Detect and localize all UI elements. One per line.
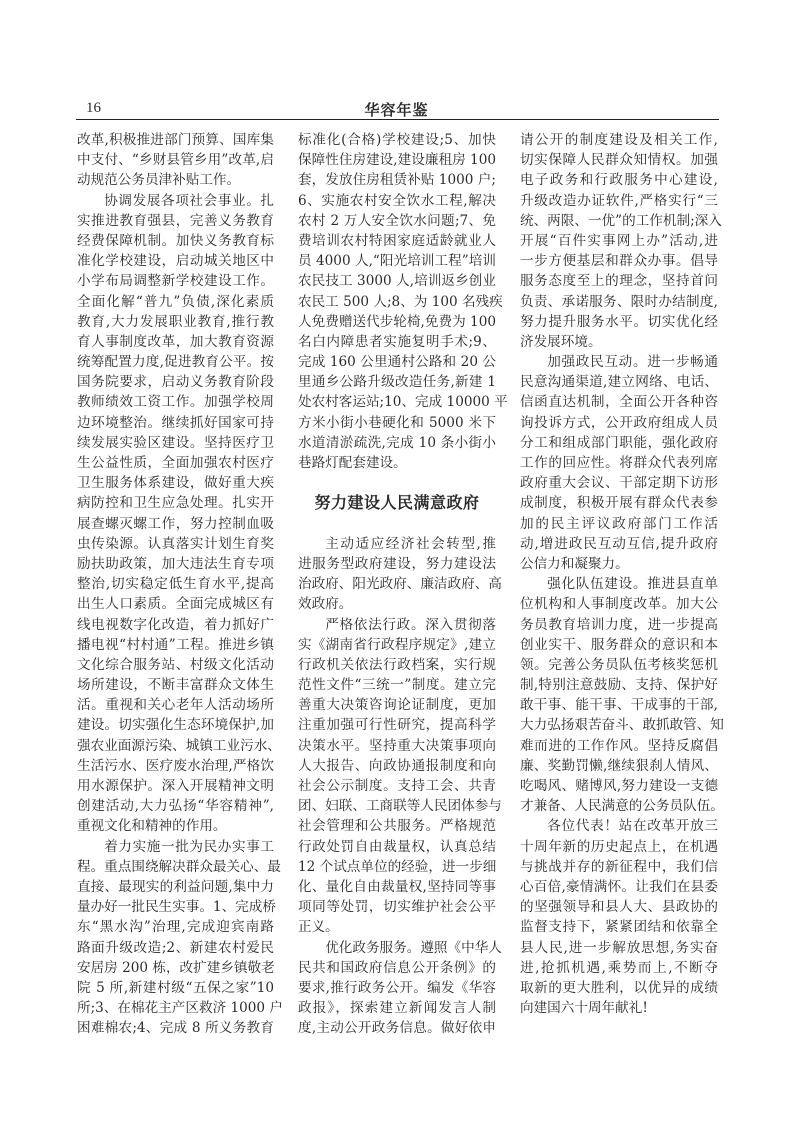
text-line: 行政机关依法行政档案，实行规 bbox=[298, 656, 496, 673]
paragraph bbox=[520, 574, 724, 816]
text-line: 升级改造办证软件,严格实行“三 bbox=[520, 192, 718, 209]
text-line: 范性文件“三统一”制度。建立完 bbox=[298, 677, 496, 694]
text-line: 巷路灯配套建设。 bbox=[298, 455, 407, 471]
text-line: 切实保障人民群众知情权。加强 bbox=[520, 152, 718, 169]
text-line: 统筹配置力度,促进教育公平。按 bbox=[77, 354, 274, 371]
text-line: 优化政务服务。遵照《中华人 bbox=[325, 939, 502, 956]
text-line: 领。完善公务员队伍考核奖惩机 bbox=[520, 656, 718, 673]
text-line: 教师绩效工资工作。加强学校周 bbox=[77, 394, 274, 411]
text-line: 决策水平。坚持重大决策事项向 bbox=[298, 737, 496, 754]
text-line: 强农业面源污染、城镇工业污水、 bbox=[77, 737, 281, 754]
text-line: 所;3、在棉花主产区救济 1000 户 bbox=[77, 1000, 283, 1017]
text-line: 处农村客运站;10、完成 10000 平 bbox=[298, 394, 508, 411]
text-line: 向建国六十周年献礼! bbox=[520, 1000, 648, 1017]
text-line: 加强政民互动。进一步畅通 bbox=[547, 354, 718, 371]
text-line: 敢干事、能干事、干成事的干部, bbox=[520, 697, 718, 714]
text-line: 12 个试点单位的经验，进一步细 bbox=[298, 858, 497, 875]
text-line: 请公开的制度建设及相关工作, bbox=[520, 132, 718, 148]
page-number: 16 bbox=[86, 100, 101, 116]
text-line: 要求,推行政务公开。编发《华容 bbox=[298, 979, 496, 996]
text-line: 努力提升服务水平。切实优化经 bbox=[520, 313, 718, 330]
text-line: 整治,切实稳定低生育水平,提高 bbox=[77, 576, 274, 593]
text-line: 开展“百件实事网上办”活动,进 bbox=[520, 232, 718, 249]
text-line: 着力实施一批为民办实事工 bbox=[104, 838, 274, 855]
text-line: 政报》，探索建立新闻发言人制 bbox=[298, 1000, 496, 1017]
text-line: 改革,积极推进部门预算、国库集 bbox=[77, 132, 274, 148]
text-line: 实《湖南省行政程序规定》,建立 bbox=[298, 636, 496, 653]
text-line: 展查螺灭螺工作，努力控制血吸 bbox=[77, 515, 274, 532]
text-line: 路面升级改造;2、新建农村爱民 bbox=[77, 939, 274, 956]
text-line: 主动适应经济社会转型,推 bbox=[325, 535, 496, 552]
text-line: 生活污水、医疗废水治理,严格饮 bbox=[77, 757, 274, 774]
text-line: 中支付、“乡财县管乡用”改革,启 bbox=[77, 152, 274, 169]
text-line: 费培训农村特困家庭适龄就业人 bbox=[298, 232, 496, 249]
text-line: 方米小街小巷硬化和 5000 米下 bbox=[298, 414, 496, 431]
text-line: 续发展实验区建设。坚持医疗卫 bbox=[77, 434, 274, 451]
paragraph bbox=[520, 816, 718, 1018]
text-line: 成制度，积极开展有群众代表参 bbox=[520, 495, 718, 512]
paragraph bbox=[520, 352, 718, 574]
text-line: 动,增进政民互动互信,提升政府 bbox=[520, 535, 718, 552]
text-line: 重视文化和精神的作用。 bbox=[77, 818, 227, 835]
text-line: 民共和国政府信息公开条例》的 bbox=[298, 959, 496, 976]
text-line: 治政府、阳光政府、廉洁政府、高 bbox=[298, 576, 502, 593]
text-line: 心百倍,豪情满怀。让我们在县委 bbox=[520, 878, 718, 895]
text-line: 人免费赠送代步轮椅,免费为 100 bbox=[298, 313, 496, 330]
text-line: 里通乡公路升级改造任务,新建 1 bbox=[298, 374, 496, 391]
text-line: 信函直达机制，全面公开各种咨 bbox=[520, 394, 718, 411]
text-line: 套，发放住房租赁补贴 1000 户; bbox=[298, 172, 496, 189]
text-line: 效政府。 bbox=[298, 596, 353, 613]
text-line: 经费保障机制。加快义务教育标 bbox=[77, 232, 274, 249]
text-line: 一步方便基层和群众办事。倡导 bbox=[520, 253, 718, 270]
text-line: 负责、承诺服务、限时办结制度, bbox=[520, 293, 718, 310]
text-line: 询投诉方式，公开政府组成人员 bbox=[520, 414, 718, 431]
text-column-2 bbox=[298, 130, 508, 1038]
text-line: 完成 160 公里通村公路和 20 公 bbox=[298, 354, 496, 371]
text-line: 院 5 所,新建村级“五保之家”10 bbox=[77, 979, 274, 996]
text-line: 卫生服务体系建设，做好重大疾 bbox=[77, 475, 274, 492]
text-line: 标准化(合格)学校建设;5、加快 bbox=[298, 132, 496, 148]
text-line: 农民技工 3000 人,培训返乡创业 bbox=[298, 273, 496, 290]
text-line: 困难棉农;4、完成 8 所义务教育 bbox=[77, 1020, 274, 1037]
text-line: 进,抢抓机遇,乘势而上,不断夺 bbox=[520, 959, 718, 976]
paragraph bbox=[298, 615, 502, 938]
text-line: 电子政务和行政服务中心建设, bbox=[520, 172, 718, 189]
text-line: 难而进的工作作风。坚持反腐倡 bbox=[520, 737, 718, 754]
text-line: 文化综合服务站、村级文化活动 bbox=[77, 656, 274, 673]
running-title: 华容年鉴 bbox=[364, 101, 429, 119]
text-line: 保障性住房建设,建设廉租房 100 bbox=[298, 152, 496, 169]
paragraph bbox=[520, 130, 722, 352]
text-line: 各位代表！站在改革开放三 bbox=[547, 818, 718, 835]
text-line: 度,主动公开政务信息。做好依申 bbox=[298, 1020, 496, 1037]
text-line: 与挑战并存的新征程中，我们信 bbox=[520, 858, 718, 875]
text-line: 病防控和卫生应急处理。扎实开 bbox=[77, 495, 274, 512]
text-column-3 bbox=[520, 130, 724, 1018]
text-line: 用水源保护。深入开展精神文明 bbox=[77, 778, 274, 794]
text-line: 才兼备、人民满意的公务员队伍。 bbox=[520, 798, 724, 815]
section-heading: 努力建设人民满意政府 bbox=[314, 493, 480, 513]
text-line: 农民工 500 人;8、为 100 名残疾 bbox=[298, 293, 503, 310]
text-line: 国务院要求，启动义务教育阶段 bbox=[77, 374, 274, 391]
text-line: 社会管理和公共服务。严格规范 bbox=[298, 818, 496, 835]
text-line: 水道清淤疏洗,完成 10 条小街小 bbox=[298, 434, 496, 451]
text-line: 民意沟通渠道,建立网络、电话、 bbox=[520, 374, 718, 391]
text-line: 实推进教育强县，完善义务教育 bbox=[77, 212, 274, 229]
text-line: 农村 2 万人安全饮水问题;7、免 bbox=[298, 212, 496, 229]
text-line: 取新的更大胜利，以优异的成绩 bbox=[520, 979, 718, 996]
text-line: 程。重点围绕解决群众最关心、最 bbox=[77, 858, 281, 875]
text-line: 直接、最现实的利益问题,集中力 bbox=[77, 878, 274, 895]
text-line: 十周年新的历史起点上，在机遇 bbox=[520, 838, 718, 855]
text-line: 县人民,进一步解放思想,务实奋 bbox=[520, 939, 718, 956]
text-line: 协调发展各项社会事业。扎 bbox=[104, 192, 274, 209]
text-line: 务员教育培训力度，进一步提高 bbox=[520, 616, 718, 633]
text-line: 吃喝风、赌博风,努力建设一支德 bbox=[520, 778, 718, 794]
text-line: 育人事制度改革，加大教育资源 bbox=[77, 333, 274, 350]
text-line: 团、妇联、工商联等人民团体参与 bbox=[298, 798, 502, 815]
text-line: 活。重视和关心老年人活动场所 bbox=[77, 697, 274, 714]
text-line: 统、两限、一优”的工作机制;深入 bbox=[520, 212, 722, 229]
text-line: 准化学校建设，启动城关地区中 bbox=[77, 253, 274, 270]
text-line: 强化队伍建设。推进县直单 bbox=[547, 576, 718, 593]
text-line: 动规范公务员津补贴工作。 bbox=[77, 172, 241, 189]
text-line: 济发展环境。 bbox=[520, 333, 602, 350]
text-line: 加的民主评议政府部门工作活 bbox=[520, 515, 718, 532]
paragraph bbox=[298, 130, 508, 473]
header-rule bbox=[76, 119, 719, 120]
text-line: 位机构和人事制度改革。加大公 bbox=[520, 596, 718, 613]
text-line: 政府重大会议、干部定期下访形 bbox=[520, 475, 718, 492]
text-line: 全面化解“普九”负债,深化素质 bbox=[77, 293, 274, 310]
text-line: 服务态度至上的理念，坚持首问 bbox=[520, 273, 718, 290]
text-line: 项同等处罚，切实维护社会公平 bbox=[298, 899, 496, 916]
text-line: 教育,大力发展职业教育,推行教 bbox=[77, 313, 274, 330]
text-line: 励扶助政策，加大违法生育专项 bbox=[77, 555, 274, 572]
paragraph bbox=[298, 938, 502, 1039]
paragraph bbox=[77, 130, 274, 191]
text-line: 员 4000 人,“阳光培训工程”培训 bbox=[298, 253, 496, 270]
text-line: 线电视数字化改造，着力抓好广 bbox=[77, 616, 274, 633]
text-line: 分工和组成部门职能，强化政府 bbox=[520, 434, 718, 451]
text-line: 东“黑水沟”治理,完成迎宾南路 bbox=[77, 919, 274, 936]
text-line: 生公益性质，全面加强农村医疗 bbox=[77, 455, 274, 471]
text-line: 行政处罚自由裁量权，认真总结 bbox=[298, 838, 496, 855]
text-line: 小学布局调整新学校建设工作。 bbox=[77, 273, 274, 290]
text-line: 严格依法行政。深入贯彻落 bbox=[325, 616, 496, 633]
text-line: 安居房 200 栋，改扩建乡镇敬老 bbox=[77, 959, 275, 976]
text-line: 大力弘扬艰苦奋斗、敢抓敢管、知 bbox=[520, 717, 724, 734]
text-line: 场所建设，不断丰富群众文体生 bbox=[77, 677, 274, 694]
text-line: 人大报告、向政协通报制度和向 bbox=[298, 757, 496, 774]
text-line: 虫传染源。认真落实计划生育奖 bbox=[77, 535, 274, 552]
text-line: 公信力和凝聚力。 bbox=[520, 555, 629, 572]
text-line: 工作的回应性。将群众代表列席 bbox=[520, 455, 718, 471]
paragraph bbox=[77, 191, 281, 837]
paragraph bbox=[298, 534, 502, 615]
text-line: 廉、奖勤罚懒,继续狠刹人情风、 bbox=[520, 757, 718, 774]
text-line: 监督支持下，紧紧团结和依靠全 bbox=[520, 919, 718, 936]
text-line: 出生人口素质。全面完成城区有 bbox=[77, 596, 274, 613]
text-line: 名白内障患者实施复明手术;9、 bbox=[298, 333, 496, 350]
text-line: 化、量化自由裁量权,坚持同等事 bbox=[298, 878, 496, 895]
text-line: 边环境整治。继续抓好国家可持 bbox=[77, 414, 274, 431]
text-line: 注重加强可行性研究，提高科学 bbox=[298, 717, 496, 734]
text-line: 播电视“村村通”工程。推进乡镇 bbox=[77, 636, 274, 653]
text-line: 社会公示制度。支持工会、共青 bbox=[298, 778, 496, 795]
text-line: 建设。切实强化生态环境保护,加 bbox=[77, 717, 274, 734]
text-line: 进服务型政府建设，努力建设法 bbox=[298, 555, 496, 572]
text-line: 量办好一批民生实事。1、完成桥 bbox=[77, 899, 276, 916]
text-line: 6、实施农村安全饮水工程,解决 bbox=[298, 192, 496, 209]
text-column-1 bbox=[77, 130, 283, 1038]
text-line: 创业实干、服务群众的意识和本 bbox=[520, 636, 718, 653]
text-line: 的坚强领导和县人大、县政协的 bbox=[520, 899, 718, 916]
text-line: 制,特别注意鼓励、支持、保护好 bbox=[520, 677, 718, 694]
paragraph bbox=[77, 837, 283, 1039]
text-line: 创建活动,大力弘扬“华容精神”, bbox=[77, 798, 274, 815]
text-line: 善重大决策咨询论证制度，更加 bbox=[298, 697, 496, 714]
text-line: 正义。 bbox=[298, 919, 339, 936]
